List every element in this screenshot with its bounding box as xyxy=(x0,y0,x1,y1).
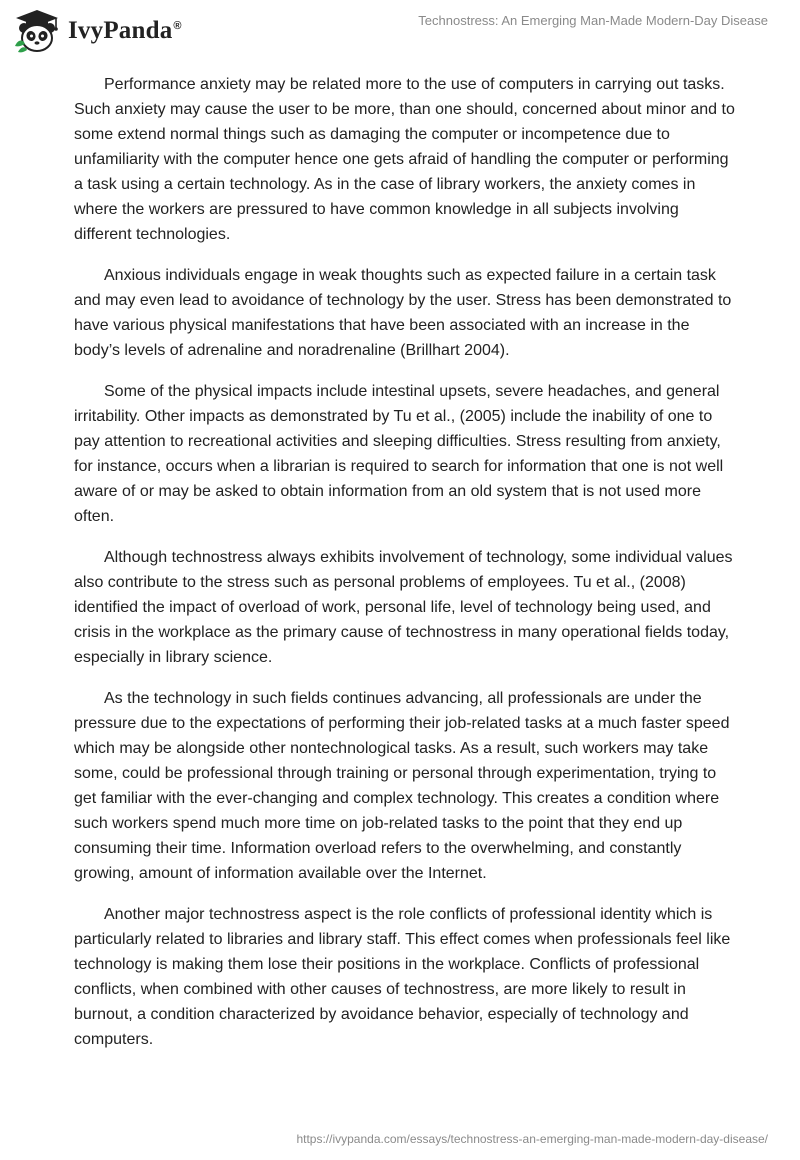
paragraph: Although technostress always exhibits involvement of technology, some individual values also contribute to the stress such as personal problems of employees. Tu et al., (2008) identified the impact of overload of work, personal life, level of technology being used, and crisis in the workplace as the primary cause of technostress in many operational fields today, especially in library science. xyxy=(74,549,733,666)
paragraph: Some of the physical impacts include intestinal upsets, severe headaches, and general irritability. Other impacts as demonstrated by Tu et al., (2005) include the inability of one to pay attention to recreational activities and sleeping difficulties. Stress resulting from anxiety, for instance, occurs when a librarian is required to search for information that one is not well aware of or may be asked to obtain information from an old system that is not used more often. xyxy=(74,383,724,525)
source-url-link[interactable]: https://ivypanda.com/essays/technostress-an-emerging-man-made-modern-day-disease/ xyxy=(296,1132,768,1146)
paragraph: As the technology in such fields continues advancing, all professionals are under the pressure due to the expectations of performing their job-related tasks at a much faster speed which may be alongside other nontechnological tasks. As a result, such workers may take some, could be professional through training or personal through experimentation, trying to get familiar with the ever-changing and complex technology. This creates a condition where such workers spend much more time on job-related tasks to the point that they end up consuming their time. Information overload refers to the overwhelming, and constantly growing, amount of information available over the Internet. xyxy=(74,690,730,882)
paragraph: Performance anxiety may be related more to the use of computers in carrying out tasks. Such anxiety may cause the user to be more, than one should, concerned about minor and to some extend normal things such as damaging the computer or incompetence due to unfamiliarity with the computer hence one gets afraid of handling the computer or performing a task using a certain technology. As in the case of library workers, the anxiety comes in where the workers are pressured to have common knowledge in all subjects involving different technologies. xyxy=(74,76,735,243)
paragraph: Another major technostress aspect is the role conflicts of professional identity which is particularly related to libraries and library staff. This effect comes when professionals feel like technology is making them lose their positions in the workplace. Conflicts of professional conflicts, when combined with other causes of technostress, are more likely to result in burnout, a condition characterized by avoidance behavior, especially of technology and computers. xyxy=(74,906,731,1048)
panda-graduate-logo-icon xyxy=(12,8,62,54)
page-header xyxy=(0,0,800,60)
paragraph: Anxious individuals engage in weak thoughts such as expected failure in a certain task and may even lead to avoidance of technology by the user. Stress has been demonstrated to have various physical manifestations that have been associated with an increase in the body’s levels of adrenaline and noradrenaline (Brillhart 2004). xyxy=(74,267,732,359)
registered-mark: ® xyxy=(173,19,182,32)
brand-name: IvyPanda® xyxy=(68,17,182,44)
essay-body xyxy=(74,72,736,1068)
document-title: Technostress: An Emerging Man-Made Modern-Day Disease xyxy=(418,13,768,28)
ivypanda-logo[interactable] xyxy=(12,8,182,54)
